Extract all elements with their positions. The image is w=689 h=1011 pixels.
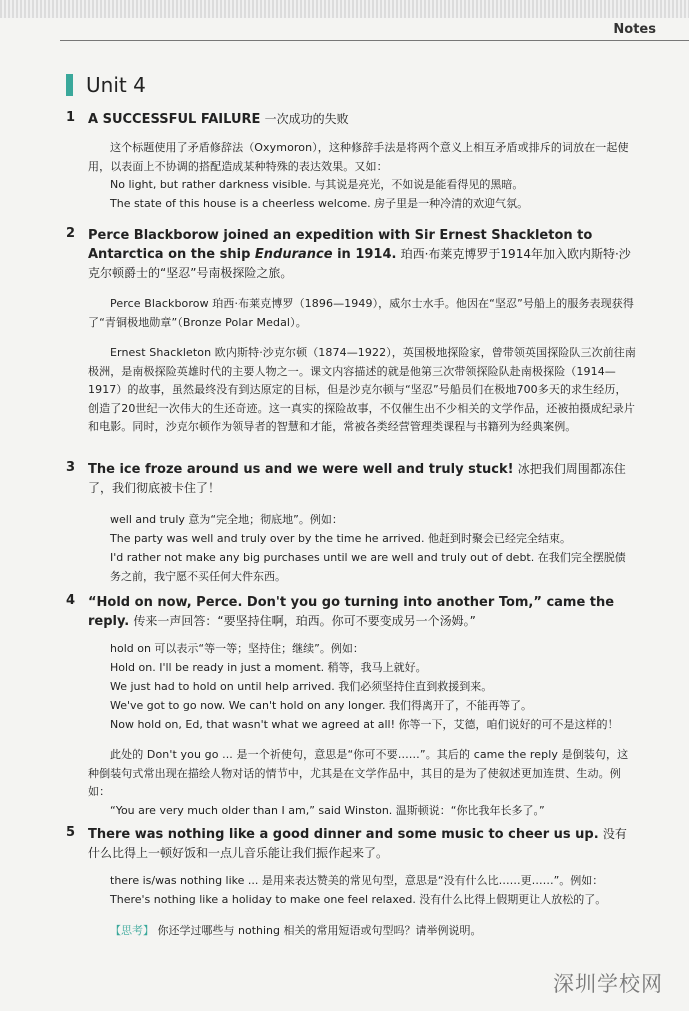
unit-heading (66, 74, 146, 96)
definition-line: there is/was nothing like ... 是用来表达赞美的常见句型，意思是“没有什么比……更……”。例如： (110, 874, 604, 887)
note-heading (88, 226, 636, 283)
note-number: 2 (66, 226, 76, 241)
note-number: 4 (66, 593, 76, 608)
example-line: We just had to hold on until help arrived. 我们必须坚持住直到救援到来。 (110, 680, 493, 693)
explanation-block (110, 510, 636, 586)
unit-title: Unit 4 (86, 73, 146, 97)
note-item-4 (66, 593, 636, 820)
explanation: Ernest Shackleton 欧内斯特·沙克尔顿（1874—1922），英国极地探险家，曾带领英国探险队三次前往南极洲，是南极探险英雄时代的主要人物之一。课文内容描述的就是他第三次带领探险队赴南极探险（1914—1917）的故事，虽然最终没有到达原定的目标，但是沙克尔顿与“坚忍”号船员们在极地700多天的求生经历，创造了20世纪一次伟大的生还奇迹。这一真实的探险故事，不仅催生出不少相关的文学作品，还被拍摄成纪录片和电影。同时，沙克尔顿作为领导者的智慧和才能，常被各类经营管理类课程与书籍列为经典案例。 (88, 346, 636, 433)
note-number: 1 (66, 110, 76, 125)
note-heading (88, 110, 636, 129)
explanation: Perce Blackborow 珀西·布莱克博罗（1896—1949），威尔士水手。他因在“坚忍”号船上的服务表现获得了“青铜极地勋章”（Bronze Polar Medal）。 (88, 297, 634, 329)
heading-cn: 珀西·布莱克博罗于1914年加入欧内斯特·沙克尔顿爵士的“坚忍”号南极探险之旅。 (88, 247, 631, 280)
example-line: The state of this house is a cheerless welcome. 房子里是一种冷清的欢迎气氛。 (110, 196, 529, 210)
note-heading (88, 593, 636, 631)
note-item-5 (66, 825, 636, 909)
note-number: 3 (66, 460, 76, 475)
heading-en: “Hold on now, Perce. Don't you go turning into another Tom,” came the reply. (88, 595, 615, 629)
heading-en: The ice froze around us and we were well and truly stuck! (88, 462, 514, 477)
example-line: No light, but rather darkness visible. 与其说是亮光，不如说是能看得见的黑暗。 (110, 178, 524, 191)
definition-line: hold on 可以表示“等一等；坚持住；继续”。例如： (110, 642, 364, 655)
explanation-block (110, 871, 636, 909)
explanation-block (110, 639, 636, 734)
think-text: 你还学过哪些与 nothing 相关的常用短语或句型吗？请举例说明。 (157, 924, 482, 937)
heading-cn: 传来一声回答：“要坚持住啊，珀西。你可不要变成另一个汤姆。” (133, 614, 476, 628)
heading-cn: 没有什么比得上一顿好饭和一点儿音乐能让我们振作起来了。 (88, 827, 627, 860)
note-item-1 (66, 110, 636, 213)
note-item-3 (66, 460, 636, 586)
note-number: 5 (66, 825, 76, 840)
note-heading (88, 825, 636, 863)
explanation: 此处的 Don't you go ... 是一个祈使句，意思是“你可不要……”。其后的 came the reply 是倒装句，这种倒装句式常出现在描绘人物对话的情节中，尤其是在文学作品中，其目的是为了使叙述更加连贯、生动。例如： (88, 748, 629, 798)
note-heading (88, 460, 636, 498)
heading-cn: 冰把我们周围都冻住了，我们彻底被卡住了！ (88, 462, 626, 495)
example-line: I'd rather not make any big purchases until we are well and truly out of debt. 在我们完全摆脱债务之前，我宁愿不买任何大件东西。 (110, 551, 626, 583)
heading-cn: 一次成功的失败 (264, 112, 349, 126)
definition-line: well and truly 意为“完全地；彻底地”。例如： (110, 513, 343, 526)
header-rule (60, 28, 689, 41)
notes-label: Notes (603, 22, 656, 37)
heading-en: A SUCCESSFUL FAILURE (88, 112, 261, 127)
example-line: The party was well and truly over by the time he arrived. 他赶到时聚会已经完全结束。 (110, 532, 571, 545)
example-line: “You are very much older than I am,” said Winston. 温斯顿说：“你比我年长多了。” (110, 803, 545, 817)
watermark: 深圳学校网 (553, 972, 663, 996)
example-line: Hold on. I'll be ready in just a moment. 稍等，我马上就好。 (110, 661, 427, 674)
explanation: 这个标题使用了矛盾修辞法（Oxymoron），这种修辞手法是将两个意义上相互矛盾或排斥的词放在一起使用，以表面上不协调的搭配造成某种特殊的表达效果。又如： (88, 141, 629, 173)
think-prompt (110, 922, 482, 938)
example-line: There's nothing like a holiday to make one feel relaxed. 没有什么比得上假期更让人放松的了。 (110, 893, 607, 906)
example-line: Now hold on, Ed, that wasn't what we agreed at all! 你等一下，艾德，咱们说好的可不是这样的！ (110, 718, 619, 731)
example-line: We've got to go now. We can't hold on any longer. 我们得离开了，不能再等了。 (110, 699, 533, 712)
scan-top-edge (0, 0, 689, 18)
heading-en: There was nothing like a good dinner and some music to cheer us up. (88, 827, 599, 842)
note-item-2 (66, 226, 636, 437)
unit-marker-bar (66, 74, 73, 96)
heading-en: Perce Blackborow joined an expedition with Sir Ernest Shackleton to Antarctica on the ship Endurance in 1914. (88, 228, 593, 262)
think-tag: 【思考】 (110, 924, 154, 937)
